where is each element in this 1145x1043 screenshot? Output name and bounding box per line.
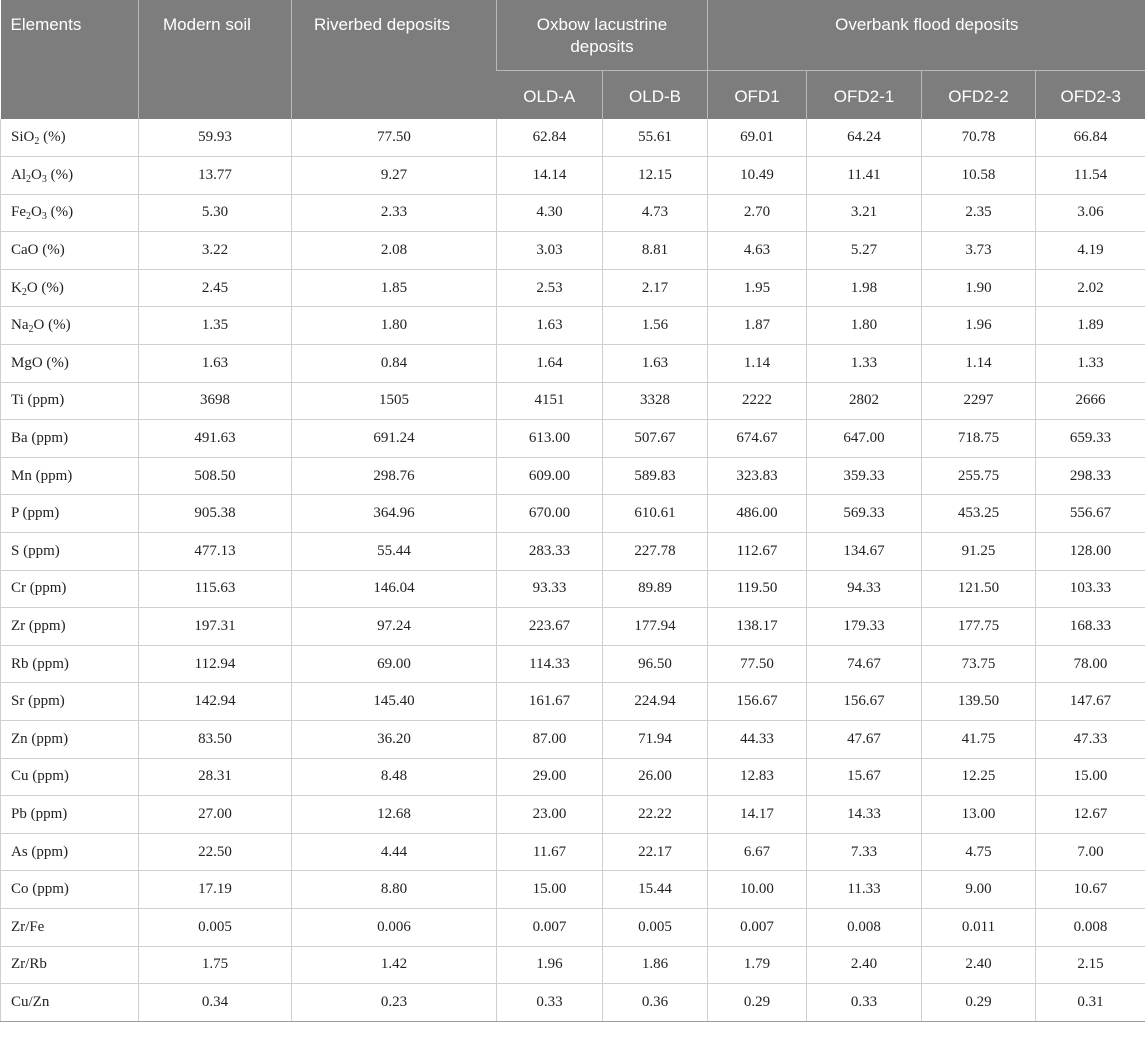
cell-ofd2-2: 177.75 [922, 608, 1036, 646]
cell-old-b: 12.15 [603, 157, 708, 195]
cell-ofd2-2: 2.40 [922, 946, 1036, 984]
cell-riverbed: 1.85 [292, 269, 497, 307]
label-text: O (%) [33, 317, 71, 334]
cell-riverbed: 1505 [292, 382, 497, 420]
cell-old-a: 11.67 [497, 833, 603, 871]
cell-modern-soil: 1.63 [139, 345, 292, 383]
row-label [1, 157, 139, 195]
cell-old-a: 1.64 [497, 345, 603, 383]
cell-ofd2-1: 2802 [807, 382, 922, 420]
cell-old-a: 613.00 [497, 420, 603, 458]
table-row [1, 833, 1145, 871]
table-row [1, 570, 1145, 608]
cell-old-b: 610.61 [603, 495, 708, 533]
cell-modern-soil: 1.35 [139, 307, 292, 345]
cell-old-b: 71.94 [603, 721, 708, 759]
cell-modern-soil: 905.38 [139, 495, 292, 533]
cell-riverbed: 1.80 [292, 307, 497, 345]
row-label [1, 721, 139, 759]
cell-modern-soil: 491.63 [139, 420, 292, 458]
table-row [1, 645, 1145, 683]
label-text: Ti (ppm) [11, 392, 65, 409]
row-label [1, 307, 139, 345]
cell-old-b: 4.73 [603, 194, 708, 232]
row-label [1, 946, 139, 984]
cell-riverbed: 36.20 [292, 721, 497, 759]
label-text: P (ppm) [11, 505, 60, 522]
cell-ofd2-2: 139.50 [922, 683, 1036, 721]
cell-riverbed: 4.44 [292, 833, 497, 871]
cell-modern-soil: 508.50 [139, 457, 292, 495]
cell-old-b: 96.50 [603, 645, 708, 683]
label-text: Rb (ppm) [11, 655, 69, 672]
table-row [1, 495, 1145, 533]
cell-old-b: 89.89 [603, 570, 708, 608]
row-label [1, 533, 139, 571]
label-text: Fe [11, 204, 26, 221]
label-text: Co (ppm) [11, 881, 69, 898]
table-body [1, 119, 1145, 1021]
label-text: K [11, 279, 22, 296]
table-row [1, 382, 1145, 420]
cell-ofd2-1: 0.33 [807, 984, 922, 1022]
label-text: (%) [46, 166, 74, 183]
cell-ofd2-1: 94.33 [807, 570, 922, 608]
table-row [1, 457, 1145, 495]
cell-old-b: 3328 [603, 382, 708, 420]
row-label [1, 420, 139, 458]
cell-ofd1: 14.17 [708, 796, 807, 834]
cell-modern-soil: 17.19 [139, 871, 292, 909]
cell-modern-soil: 3698 [139, 382, 292, 420]
cell-modern-soil: 27.00 [139, 796, 292, 834]
cell-ofd2-2: 3.73 [922, 232, 1036, 270]
cell-ofd1: 1.79 [708, 946, 807, 984]
label-text: Zr (ppm) [11, 618, 66, 635]
cell-modern-soil: 22.50 [139, 833, 292, 871]
header-modern-soil: Modern soil [139, 0, 292, 119]
cell-old-b: 177.94 [603, 608, 708, 646]
label-text: CaO (%) [11, 242, 65, 259]
row-label [1, 194, 139, 232]
row-label [1, 345, 139, 383]
label-subscript: 3 [41, 211, 47, 223]
row-label [1, 645, 139, 683]
cell-ofd1: 138.17 [708, 608, 807, 646]
cell-ofd2-1: 2.40 [807, 946, 922, 984]
cell-ofd2-2: 91.25 [922, 533, 1036, 571]
row-label [1, 758, 139, 796]
label-text: Al [11, 166, 26, 183]
cell-ofd2-3: 556.67 [1036, 495, 1145, 533]
row-label [1, 457, 139, 495]
label-text: (%) [39, 129, 66, 146]
cell-riverbed: 364.96 [292, 495, 497, 533]
cell-old-b: 224.94 [603, 683, 708, 721]
row-label [1, 269, 139, 307]
cell-ofd1: 156.67 [708, 683, 807, 721]
row-label [1, 232, 139, 270]
cell-riverbed: 298.76 [292, 457, 497, 495]
table-row [1, 946, 1145, 984]
cell-ofd2-1: 64.24 [807, 119, 922, 157]
cell-ofd2-2: 10.58 [922, 157, 1036, 195]
cell-modern-soil: 0.005 [139, 908, 292, 946]
cell-old-b: 1.86 [603, 946, 708, 984]
cell-ofd1: 112.67 [708, 533, 807, 571]
cell-ofd2-1: 47.67 [807, 721, 922, 759]
cell-ofd2-1: 1.33 [807, 345, 922, 383]
table-row [1, 533, 1145, 571]
label-text: Cu/Zn [11, 993, 50, 1010]
label-text: Cr (ppm) [11, 580, 67, 597]
cell-old-b: 22.22 [603, 796, 708, 834]
row-label [1, 495, 139, 533]
cell-old-b: 589.83 [603, 457, 708, 495]
cell-modern-soil: 28.31 [139, 758, 292, 796]
label-text: Ba (ppm) [11, 430, 69, 447]
cell-ofd2-2: 2297 [922, 382, 1036, 420]
cell-ofd2-2: 73.75 [922, 645, 1036, 683]
cell-ofd1: 674.67 [708, 420, 807, 458]
row-label [1, 683, 139, 721]
cell-riverbed: 0.84 [292, 345, 497, 383]
row-label [1, 871, 139, 909]
row-label [1, 382, 139, 420]
cell-riverbed: 12.68 [292, 796, 497, 834]
cell-old-a: 3.03 [497, 232, 603, 270]
cell-ofd2-3: 2.02 [1036, 269, 1145, 307]
cell-old-b: 1.63 [603, 345, 708, 383]
cell-riverbed: 55.44 [292, 533, 497, 571]
cell-modern-soil: 83.50 [139, 721, 292, 759]
header-old-a: OLD-A [497, 70, 603, 119]
cell-ofd2-2: 4.75 [922, 833, 1036, 871]
cell-old-b: 22.17 [603, 833, 708, 871]
label-subscript: 2 [21, 286, 27, 298]
cell-ofd2-2: 1.14 [922, 345, 1036, 383]
cell-old-a: 15.00 [497, 871, 603, 909]
cell-riverbed: 146.04 [292, 570, 497, 608]
header-overbank-flood-deposits: Overbank flood deposits [708, 0, 1145, 70]
header-ofd1: OFD1 [708, 70, 807, 119]
cell-old-a: 223.67 [497, 608, 603, 646]
cell-old-a: 14.14 [497, 157, 603, 195]
cell-old-b: 227.78 [603, 533, 708, 571]
row-label [1, 833, 139, 871]
cell-riverbed: 145.40 [292, 683, 497, 721]
cell-ofd2-1: 11.41 [807, 157, 922, 195]
cell-ofd2-2: 41.75 [922, 721, 1036, 759]
cell-riverbed: 69.00 [292, 645, 497, 683]
cell-ofd2-3: 1.89 [1036, 307, 1145, 345]
cell-old-a: 1.96 [497, 946, 603, 984]
label-subscript: 2 [26, 173, 31, 185]
row-label [1, 908, 139, 946]
cell-modern-soil: 5.30 [139, 194, 292, 232]
cell-old-a: 23.00 [497, 796, 603, 834]
cell-riverbed: 2.33 [292, 194, 497, 232]
header-ofd2-1: OFD2-1 [807, 70, 922, 119]
cell-ofd2-1: 14.33 [807, 796, 922, 834]
cell-modern-soil: 3.22 [139, 232, 292, 270]
label-text: Cu (ppm) [11, 768, 69, 785]
cell-ofd2-3: 15.00 [1036, 758, 1145, 796]
cell-ofd1: 2.70 [708, 194, 807, 232]
cell-ofd1: 1.95 [708, 269, 807, 307]
cell-old-a: 4.30 [497, 194, 603, 232]
cell-riverbed: 97.24 [292, 608, 497, 646]
table-row [1, 758, 1145, 796]
row-label [1, 570, 139, 608]
cell-ofd2-1: 1.80 [807, 307, 922, 345]
cell-old-b: 507.67 [603, 420, 708, 458]
label-text: O [31, 204, 42, 221]
label-subscript: 2 [28, 324, 34, 336]
cell-old-b: 8.81 [603, 232, 708, 270]
label-subscript: 2 [26, 211, 31, 223]
table-row [1, 232, 1145, 270]
table-row [1, 984, 1145, 1022]
cell-ofd2-2: 2.35 [922, 194, 1036, 232]
cell-ofd2-2: 0.011 [922, 908, 1036, 946]
cell-ofd2-3: 10.67 [1036, 871, 1145, 909]
cell-old-a: 2.53 [497, 269, 603, 307]
cell-old-b: 0.005 [603, 908, 708, 946]
cell-old-b: 0.36 [603, 984, 708, 1022]
cell-old-b: 15.44 [603, 871, 708, 909]
cell-ofd1: 2222 [708, 382, 807, 420]
table-row [1, 683, 1145, 721]
table-row [1, 420, 1145, 458]
label-subscript: 2 [34, 136, 40, 148]
cell-ofd2-2: 1.90 [922, 269, 1036, 307]
cell-ofd2-2: 453.25 [922, 495, 1036, 533]
cell-ofd1: 12.83 [708, 758, 807, 796]
cell-ofd2-1: 15.67 [807, 758, 922, 796]
cell-ofd1: 69.01 [708, 119, 807, 157]
cell-ofd1: 323.83 [708, 457, 807, 495]
cell-ofd1: 10.49 [708, 157, 807, 195]
cell-riverbed: 8.80 [292, 871, 497, 909]
header-old-b: OLD-B [603, 70, 708, 119]
cell-ofd2-3: 66.84 [1036, 119, 1145, 157]
table-row [1, 908, 1145, 946]
cell-old-a: 0.33 [497, 984, 603, 1022]
cell-ofd1: 4.63 [708, 232, 807, 270]
row-label [1, 984, 139, 1022]
cell-ofd2-3: 0.008 [1036, 908, 1145, 946]
label-text: Zr/Fe [11, 918, 45, 935]
table-row [1, 345, 1145, 383]
cell-modern-soil: 142.94 [139, 683, 292, 721]
cell-ofd1: 0.007 [708, 908, 807, 946]
cell-old-a: 283.33 [497, 533, 603, 571]
table-header [1, 0, 1145, 119]
label-text: Mn (ppm) [11, 467, 73, 484]
cell-ofd2-1: 156.67 [807, 683, 922, 721]
cell-ofd2-1: 1.98 [807, 269, 922, 307]
label-text: Zn (ppm) [11, 730, 69, 747]
cell-ofd2-3: 3.06 [1036, 194, 1145, 232]
cell-modern-soil: 1.75 [139, 946, 292, 984]
cell-ofd2-2: 12.25 [922, 758, 1036, 796]
table-row [1, 721, 1145, 759]
cell-riverbed: 8.48 [292, 758, 497, 796]
label-text: Sr (ppm) [11, 693, 65, 710]
cell-old-b: 1.56 [603, 307, 708, 345]
cell-old-b: 2.17 [603, 269, 708, 307]
cell-ofd2-3: 298.33 [1036, 457, 1145, 495]
cell-ofd2-1: 134.67 [807, 533, 922, 571]
cell-ofd1: 10.00 [708, 871, 807, 909]
label-text: Na [11, 317, 29, 334]
cell-ofd1: 44.33 [708, 721, 807, 759]
cell-old-b: 55.61 [603, 119, 708, 157]
cell-riverbed: 0.23 [292, 984, 497, 1022]
cell-ofd2-3: 659.33 [1036, 420, 1145, 458]
cell-ofd2-2: 121.50 [922, 570, 1036, 608]
cell-ofd2-3: 78.00 [1036, 645, 1145, 683]
cell-ofd2-3: 168.33 [1036, 608, 1145, 646]
cell-ofd2-3: 103.33 [1036, 570, 1145, 608]
cell-ofd2-1: 569.33 [807, 495, 922, 533]
cell-old-a: 29.00 [497, 758, 603, 796]
cell-ofd2-3: 4.19 [1036, 232, 1145, 270]
cell-ofd2-2: 70.78 [922, 119, 1036, 157]
cell-modern-soil: 197.31 [139, 608, 292, 646]
cell-riverbed: 691.24 [292, 420, 497, 458]
row-label [1, 796, 139, 834]
cell-modern-soil: 477.13 [139, 533, 292, 571]
cell-riverbed: 2.08 [292, 232, 497, 270]
table-row [1, 119, 1145, 157]
cell-ofd2-3: 2666 [1036, 382, 1145, 420]
label-text: S (ppm) [11, 542, 60, 559]
cell-ofd2-3: 7.00 [1036, 833, 1145, 871]
label-subscript: 3 [41, 173, 47, 185]
cell-ofd1: 486.00 [708, 495, 807, 533]
cell-ofd2-2: 255.75 [922, 457, 1036, 495]
cell-ofd1: 6.67 [708, 833, 807, 871]
table-row [1, 796, 1145, 834]
cell-modern-soil: 0.34 [139, 984, 292, 1022]
row-label [1, 608, 139, 646]
cell-ofd2-2: 718.75 [922, 420, 1036, 458]
cell-ofd2-3: 1.33 [1036, 345, 1145, 383]
cell-old-a: 609.00 [497, 457, 603, 495]
cell-modern-soil: 115.63 [139, 570, 292, 608]
cell-ofd2-2: 1.96 [922, 307, 1036, 345]
cell-ofd2-1: 11.33 [807, 871, 922, 909]
cell-ofd2-2: 0.29 [922, 984, 1036, 1022]
cell-ofd2-3: 0.31 [1036, 984, 1145, 1022]
cell-ofd2-1: 3.21 [807, 194, 922, 232]
label-text: SiO [11, 129, 35, 146]
cell-ofd2-1: 647.00 [807, 420, 922, 458]
cell-ofd2-3: 128.00 [1036, 533, 1145, 571]
cell-ofd1: 77.50 [708, 645, 807, 683]
label-text: Zr/Rb [11, 956, 47, 973]
cell-old-a: 62.84 [497, 119, 603, 157]
table-row [1, 194, 1145, 232]
cell-ofd2-2: 9.00 [922, 871, 1036, 909]
cell-old-a: 93.33 [497, 570, 603, 608]
table-row [1, 307, 1145, 345]
header-elements: Elements [1, 0, 139, 119]
cell-old-a: 0.007 [497, 908, 603, 946]
label-text: (%) [46, 204, 74, 221]
cell-ofd2-1: 0.008 [807, 908, 922, 946]
cell-ofd2-3: 47.33 [1036, 721, 1145, 759]
table-row [1, 157, 1145, 195]
cell-modern-soil: 112.94 [139, 645, 292, 683]
cell-ofd2-2: 13.00 [922, 796, 1036, 834]
header-riverbed-deposits: Riverbed deposits [292, 0, 497, 119]
cell-ofd2-1: 74.67 [807, 645, 922, 683]
cell-ofd2-3: 147.67 [1036, 683, 1145, 721]
cell-ofd2-1: 5.27 [807, 232, 922, 270]
cell-riverbed: 77.50 [292, 119, 497, 157]
cell-ofd2-1: 179.33 [807, 608, 922, 646]
cell-riverbed: 1.42 [292, 946, 497, 984]
table-row [1, 871, 1145, 909]
label-text: Pb (ppm) [11, 805, 68, 822]
table-row [1, 608, 1145, 646]
table-row [1, 269, 1145, 307]
cell-ofd1: 1.87 [708, 307, 807, 345]
cell-old-a: 114.33 [497, 645, 603, 683]
cell-modern-soil: 13.77 [139, 157, 292, 195]
cell-ofd1: 1.14 [708, 345, 807, 383]
cell-old-a: 161.67 [497, 683, 603, 721]
cell-ofd2-3: 12.67 [1036, 796, 1145, 834]
cell-old-a: 1.63 [497, 307, 603, 345]
row-label [1, 119, 139, 157]
cell-old-a: 4151 [497, 382, 603, 420]
header-oxbow-lacustrine-deposits: Oxbow lacustrine deposits [497, 0, 708, 70]
label-text: O [31, 166, 42, 183]
cell-modern-soil: 2.45 [139, 269, 292, 307]
label-text: As (ppm) [11, 843, 69, 860]
cell-riverbed: 9.27 [292, 157, 497, 195]
cell-modern-soil: 59.93 [139, 119, 292, 157]
cell-ofd1: 0.29 [708, 984, 807, 1022]
cell-riverbed: 0.006 [292, 908, 497, 946]
cell-ofd1: 119.50 [708, 570, 807, 608]
cell-ofd2-3: 2.15 [1036, 946, 1145, 984]
header-ofd2-2: OFD2-2 [922, 70, 1036, 119]
cell-ofd2-1: 359.33 [807, 457, 922, 495]
cell-ofd2-3: 11.54 [1036, 157, 1145, 195]
label-text: MgO (%) [11, 354, 69, 371]
cell-old-a: 87.00 [497, 721, 603, 759]
label-text: O (%) [26, 279, 64, 296]
cell-old-a: 670.00 [497, 495, 603, 533]
cell-ofd2-1: 7.33 [807, 833, 922, 871]
header-ofd2-3: OFD2-3 [1036, 70, 1145, 119]
cell-old-b: 26.00 [603, 758, 708, 796]
